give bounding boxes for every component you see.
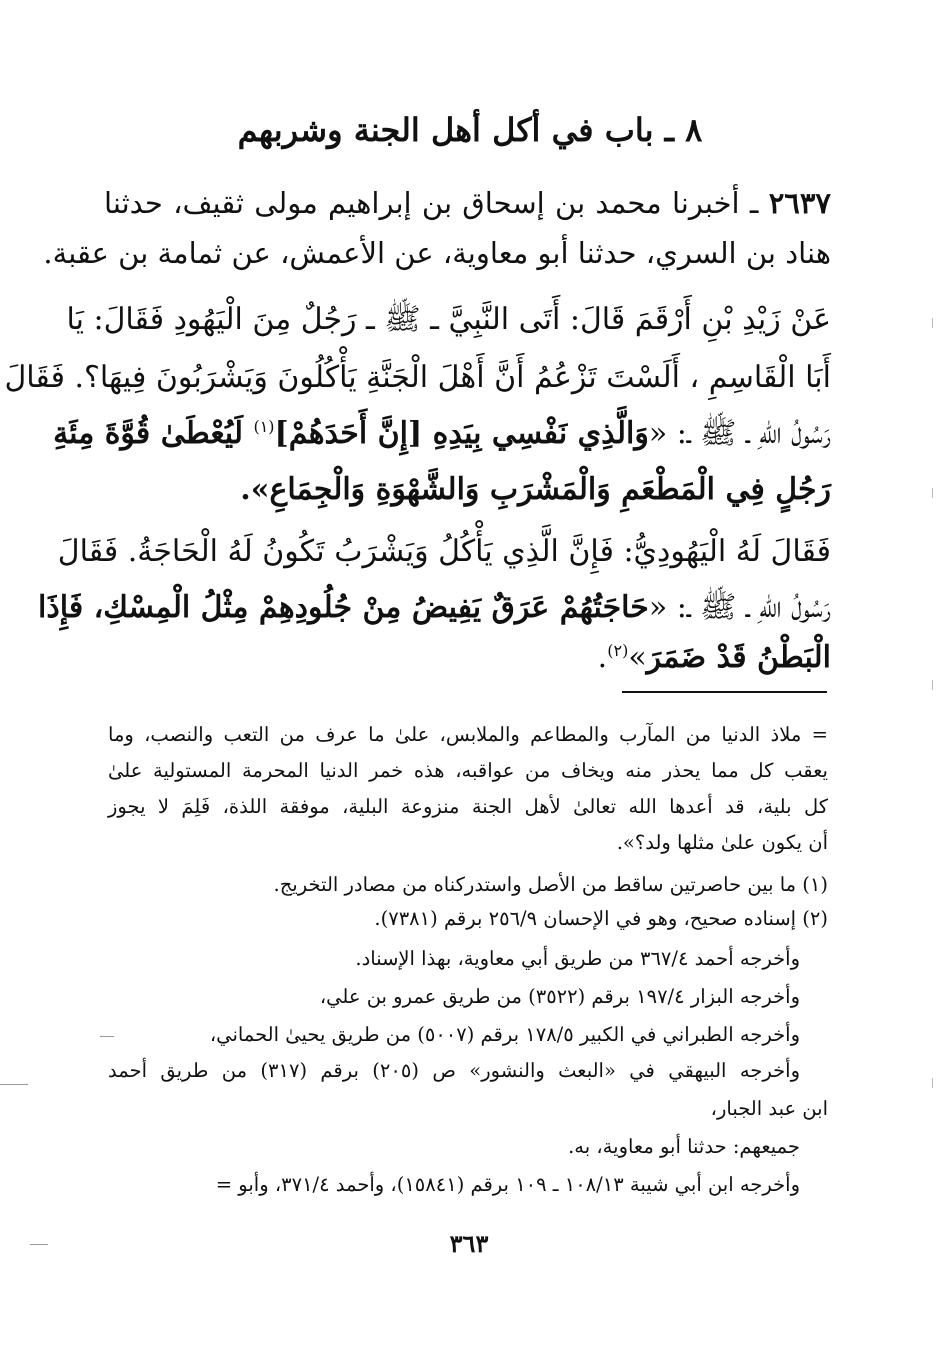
matn-line-6-intro: رَسُولُ اللهِ ـ ﷺ ـ: « xyxy=(648,590,831,625)
matn-line-7-close: » xyxy=(628,640,647,675)
footnote-continuation-4: أن يكون علىٰ مثلها ولد؟». xyxy=(616,831,828,854)
matn-line-3-quote: وَالَّذِي نَفْسِي بِيَدِهِ [إِنَّ أَحَدَهُمْ] xyxy=(274,416,649,451)
scan-mark xyxy=(30,1244,48,1245)
takhrij-line-1: وأخرجه أحمد ٣٦٧/٤ من طريق أبي معاوية، بهذا الإسناد. xyxy=(355,947,800,970)
hadith-isnad-line-1 xyxy=(104,180,831,226)
scan-mark xyxy=(0,1084,28,1085)
takhrij-line-2: وأخرجه البزار ١٩٧/٤ برقم (٣٥٢٢) من طريق عمرو بن علي، xyxy=(319,985,800,1008)
scan-mark xyxy=(932,488,933,498)
footnote-continuation-3: كل بلية، قد أعدها الله تعالىٰ لأهل الجنة منزوعة البلية، موفقة اللذة، فَلِمَ لا يجوز xyxy=(108,795,828,818)
matn-line-3 xyxy=(53,406,831,462)
isnad-text-1: ـ أخبرنا محمد بن إسحاق بن إبراهيم مولى ثقيف، حدثنا xyxy=(104,186,759,220)
scan-mark xyxy=(932,318,933,328)
matn-line-6 xyxy=(38,580,831,636)
footnote-separator xyxy=(622,691,827,693)
scan-mark xyxy=(932,680,933,690)
matn-line-1: عَنْ زَيْدِ بْنِ أَرْقَمَ قَالَ: أَتَى النَّبِيَّ ـ ﷺ ـ رَجُلٌ مِنَ الْيَهُودِ فَقَالَ: يَا xyxy=(66,302,831,337)
footnote-1: (١) ما بين حاصرتين ساقط من الأصل واستدركناه من مصادر التخريج. xyxy=(273,873,828,896)
scan-mark xyxy=(100,1036,114,1037)
footnote-marker-1: (١) xyxy=(253,417,275,436)
scan-mark xyxy=(932,1078,933,1088)
matn-line-7 xyxy=(104,630,831,686)
takhrij-line-7: وأخرجه ابن أبي شيبة ١٠٨/١٣ ـ ١٠٩ برقم (١٥٨٤١)، وأحمد ٣٧١/٤، وأبو = xyxy=(215,1173,800,1196)
takhrij-line-6: جميعهم: حدثنا أبو معاوية، به. xyxy=(568,1135,800,1158)
takhrij-line-5: ابن عبد الجبار، xyxy=(710,1097,828,1120)
footnote-continuation-1: = ملاذ الدنيا من المآرب والمطاعم والملابس، علىٰ ما عرف من التعب والنصب، وما xyxy=(108,723,828,746)
matn-line-4: رَجُلٍ فِي الْمَطْعَمِ وَالْمَشْرَبِ وَالشَّهْوَةِ وَالْجِمَاعِ». xyxy=(240,472,831,507)
takhrij-line-3: وأخرجه الطبراني في الكبير ١٧٨/٥ برقم (٥٠٠٧) من طريق يحيىٰ الحماني، xyxy=(209,1023,800,1046)
hadith-isnad-line-2: هناد بن السري، حدثنا أبو معاوية، عن الأعمش، عن ثمامة بن عقبة. xyxy=(43,236,831,270)
footnote-2: (٢) إسناده صحيح، وهو في الإحسان ٢٥٦/٩ برقم (٧٣٨١). xyxy=(374,907,828,930)
hadith-number: ٢٦٣٧ xyxy=(768,186,831,220)
page-number: ٣٦٣ xyxy=(449,1229,489,1258)
footnote-marker-2: (٢) xyxy=(607,641,629,660)
chapter-title: ٨ ـ باب في أكل أهل الجنة وشربهم xyxy=(237,111,703,149)
matn-line-3-tail: لَيُعْطَىٰ قُوَّةَ مِئَةِ xyxy=(53,416,254,451)
matn-line-5: فَقَالَ لَهُ الْيَهُودِيُّ: فَإِنَّ الَّذِي يَأْكُلُ وَيَشْرَبُ تَكُونُ لَهُ الْحَاجَةُ. فَقَالَ xyxy=(57,534,831,569)
matn-line-3-intro: رَسُولُ اللهِ ـ ﷺ ـ: « xyxy=(648,416,831,451)
takhrij-line-4: وأخرجه البيهقي في «البعث والنشور» ص (٢٠٥) برقم (٣١٧) من طريق أحمد xyxy=(108,1059,801,1082)
matn-line-7-quote: الْبَطْنُ قَدْ ضَمَرَ xyxy=(646,640,831,675)
matn-line-7-end: . xyxy=(597,640,608,675)
matn-line-6-quote: حَاجَتُهُمْ عَرَقٌ يَفِيضُ مِنْ جُلُودِهِمْ مِثْلُ الْمِسْكِ، فَإِذَا xyxy=(38,590,649,625)
footnote-continuation-2: يعقب كل مما يحذر منه ويخاف من عواقبه، هذه خمر الدنيا المحرمة المستولية علىٰ xyxy=(108,759,828,782)
matn-line-2: أَبَا الْقَاسِمِ ، أَلَسْتَ تَزْعُمُ أَنَّ أَهْلَ الْجَنَّةِ يَأْكُلُونَ وَيَشْرَبُونَ فِيهَا؟. فَقَالَ xyxy=(4,360,831,395)
